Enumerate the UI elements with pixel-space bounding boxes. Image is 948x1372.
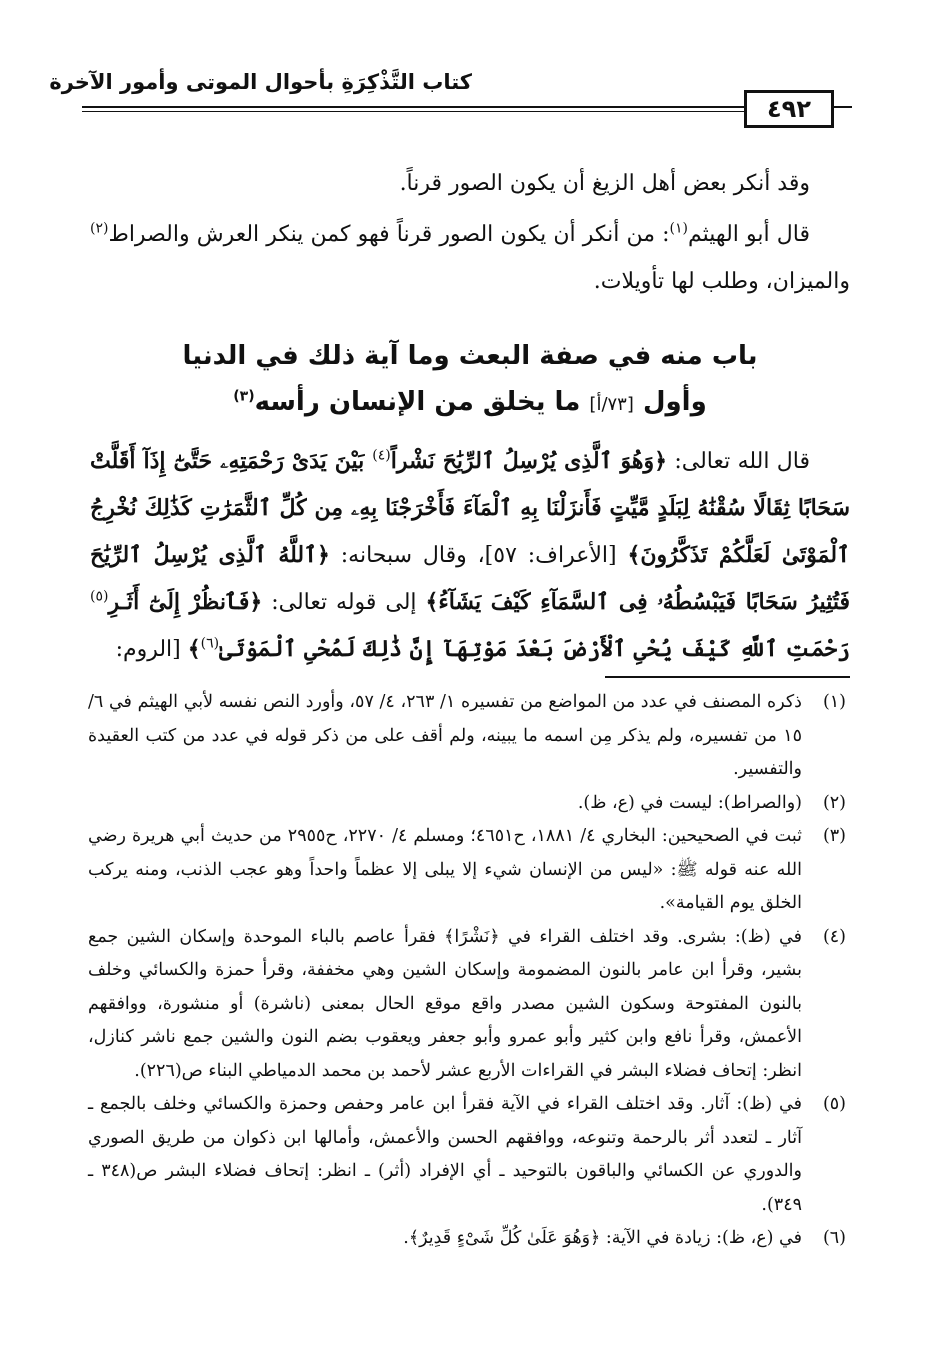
footnote-text: ذكره المصنف في عدد من المواضع من تفسيره ١/ ٢٦٣، ٤/ ٥٧، وأورد النص نفسه لأبي الهيثم في ٦/ ١٥ من تفسيره، ولم يذكر مِن اسمه ما يبينه، ولم أقف على من ذكر قوله في عدد من كتب العقيدة والتفسير. bbox=[88, 692, 802, 779]
footnote bbox=[88, 686, 846, 787]
page-number: ٤٩٢ bbox=[744, 90, 834, 128]
verse-reference: [الأعراف: ٥٧]، وقال سبحانه: bbox=[329, 543, 628, 568]
footnote-divider bbox=[605, 676, 850, 678]
book-title: كتاب التَّذْكِرَةِ بأحوال الموتى وأمور الآخرة bbox=[49, 70, 472, 94]
chapter-title-line bbox=[90, 379, 850, 428]
quran-verse: بَيْنَ يَدَىْ رَحْمَتِهِۦ حَتَّىٰٓ إِذَآ أَقَلَّتْ سَحَابًا ثِقَالًا سُقْنَٰهُ لِبَلَدٍ مَّيِّتٍ فَأَنزَلْنَا بِهِ ٱلْمَآءَ فَأَخْرَجْنَا بِهِۦ مِن كُلِّ ٱلثَّمَرَٰتِ كَذَٰلِكَ نُخْرِجُ ٱلْمَوْتَىٰ لَعَلَّكُمْ تَذَكَّرُونَ﴾ bbox=[90, 448, 850, 568]
paragraph-text: قال الله تعالى: bbox=[667, 449, 810, 474]
footnote bbox=[88, 787, 846, 821]
quran-verse: ﴿ٱللَّهُ ٱلَّذِى يُرْسِلُ ٱلرِّيَٰحَ فَتُثِيرُ سَحَابًا فَيَبْسُطُهُۥ فِى ٱلسَّمَآءِ كَيْفَ يَشَآءُ﴾ bbox=[90, 542, 850, 615]
footnote-text: في (ع، ظ): زيادة في الآية: ﴿وَهُوَ عَلَىٰ كُلِّ شَىْءٍ قَدِيرٌ﴾. bbox=[403, 1228, 802, 1248]
paragraph-text: والميزان، وطلب لها تأويلات. bbox=[593, 269, 850, 294]
main-text bbox=[90, 160, 850, 673]
footnote bbox=[88, 921, 846, 1089]
footnote bbox=[88, 820, 846, 921]
footnote bbox=[88, 1088, 846, 1222]
chapter-title bbox=[90, 333, 850, 428]
footnote-ref[interactable]: (٥) bbox=[90, 588, 109, 605]
footnote-number: (٥) bbox=[822, 1094, 846, 1114]
footnote-text: ثبت في الصحيحين: البخاري ٤/ ١٨٨١، ح٤٦٥١؛ ومسلم ٤/ ٢٢٧٠، ح٢٩٥٥ من حديث أبي هريرة رضي الله عنه قوله ﷺ: «ليس من الإنسان شيء إلا يبلى إلا عظماً واحداً وهو عجب الذنب، ومنه يركب الخلق يوم القيامة». bbox=[88, 826, 802, 913]
footnote-text: في (ظ): آثار. وقد اختلف القراء في الآية فقرأ ابن عامر وحفص وحمزة والكسائي وخلف بالجمع ـ آثار ـ لتعدد أثر بالرحمة وتنوعه، ووافقهم الحسن والأعمش، وأمالها ابن ذكوان من طريق الصوري والدوري عن الكسائي والباقون بالتوحيد ـ أي الإفراد (أثر) ـ انظر: إتحاف فضلاء البشر ص(٣٤٨ ـ ٣٤٩). bbox=[88, 1094, 802, 1215]
paragraph bbox=[90, 438, 850, 673]
chapter-title-text: ما يخلق من الإنسان رأسه bbox=[254, 387, 590, 417]
footnote bbox=[88, 1222, 846, 1256]
footnote-text: (والصراط): ليست في (ع، ظ). bbox=[577, 792, 802, 813]
header-rule bbox=[82, 106, 852, 108]
paragraph-text: قال أبو الهيثم bbox=[688, 222, 810, 247]
footnote-ref[interactable]: (٢) bbox=[90, 220, 109, 237]
header-rule-thin bbox=[82, 111, 746, 112]
chapter-title-line: باب منه في صفة البعث وما آية ذلك في الدنيا bbox=[182, 341, 758, 371]
quran-verse: رَحْمَتِ ٱللَّهِ كَيْفَ يُحْىِ ٱلْأَرْضَ بَعْدَ مَوْتِهَآ إِنَّ ذَٰلِكَ لَمُحْىِ ٱلْمَوْتَىٰ bbox=[219, 636, 850, 662]
paragraph bbox=[90, 160, 850, 207]
footnote-ref[interactable]: (٦) bbox=[200, 635, 220, 652]
quran-verse: ﴿فَٱنظُرْ إِلَىٰٓ أَثَـرِ bbox=[108, 589, 263, 615]
paragraph-text: وقد أنكر بعض أهل الزيغ أن يكون الصور قرناً. bbox=[399, 171, 810, 196]
footnote-number: (٦) bbox=[822, 1228, 846, 1248]
paragraph bbox=[90, 211, 850, 305]
verse-reference: [الروم: bbox=[115, 637, 188, 662]
footnote-text: في (ظ): بشرى. وقد اختلف القراء في ﴿نَشْرًا﴾ فقرأ عاصم بالباء الموحدة وإسكان الشين جمع بشير، وقرأ ابن عامر بالنون المضمومة وإسكان الشين وهي مخففة، وقرأ حمزة والكسائي وخلف بالنون المفتوحة وسكون الشين مصدر واقع موقع الحال بمعنى (ناشرة) أو منشورة، ووافقهم الأعمش، وقرأ نافع وابن كثير وأبو عمرو وأبو جعفر ويعقوب بضم النون والشين جمع ناشر كنازل، انظر: إتحاف فضلاء البشر في القراءات الأربع عشر لأحمد بن محمد الدمياطي البناء ص(٢٢٦). bbox=[88, 926, 802, 1081]
footnote-ref[interactable]: (١) bbox=[669, 220, 689, 237]
chapter-title-text: وأول bbox=[633, 387, 707, 417]
footnote-number: (٣) bbox=[822, 826, 846, 846]
footnote-number: (١) bbox=[822, 692, 846, 712]
paragraph-text: : من أنكر أن يكون الصور قرناً فهو كمن ينكر العرش والصراط bbox=[108, 222, 670, 247]
manuscript-folio: [٧٣/أ] bbox=[589, 394, 634, 415]
paragraph-text: إلى قوله تعالى: bbox=[262, 590, 426, 615]
quran-verse: ﴿وَهُوَ ٱلَّذِى يُرْسِلُ ٱلرِّيَٰحَ نَشْراً bbox=[390, 448, 667, 474]
footnote-ref[interactable]: (٤) bbox=[372, 447, 391, 464]
footnote-number: (٢) bbox=[822, 792, 846, 813]
footnote-number: (٤) bbox=[822, 926, 846, 947]
footnotes bbox=[88, 686, 846, 1256]
footnote-ref[interactable]: (٣) bbox=[233, 388, 255, 405]
quran-verse: ﴾ bbox=[187, 636, 201, 662]
page-header bbox=[49, 62, 852, 134]
